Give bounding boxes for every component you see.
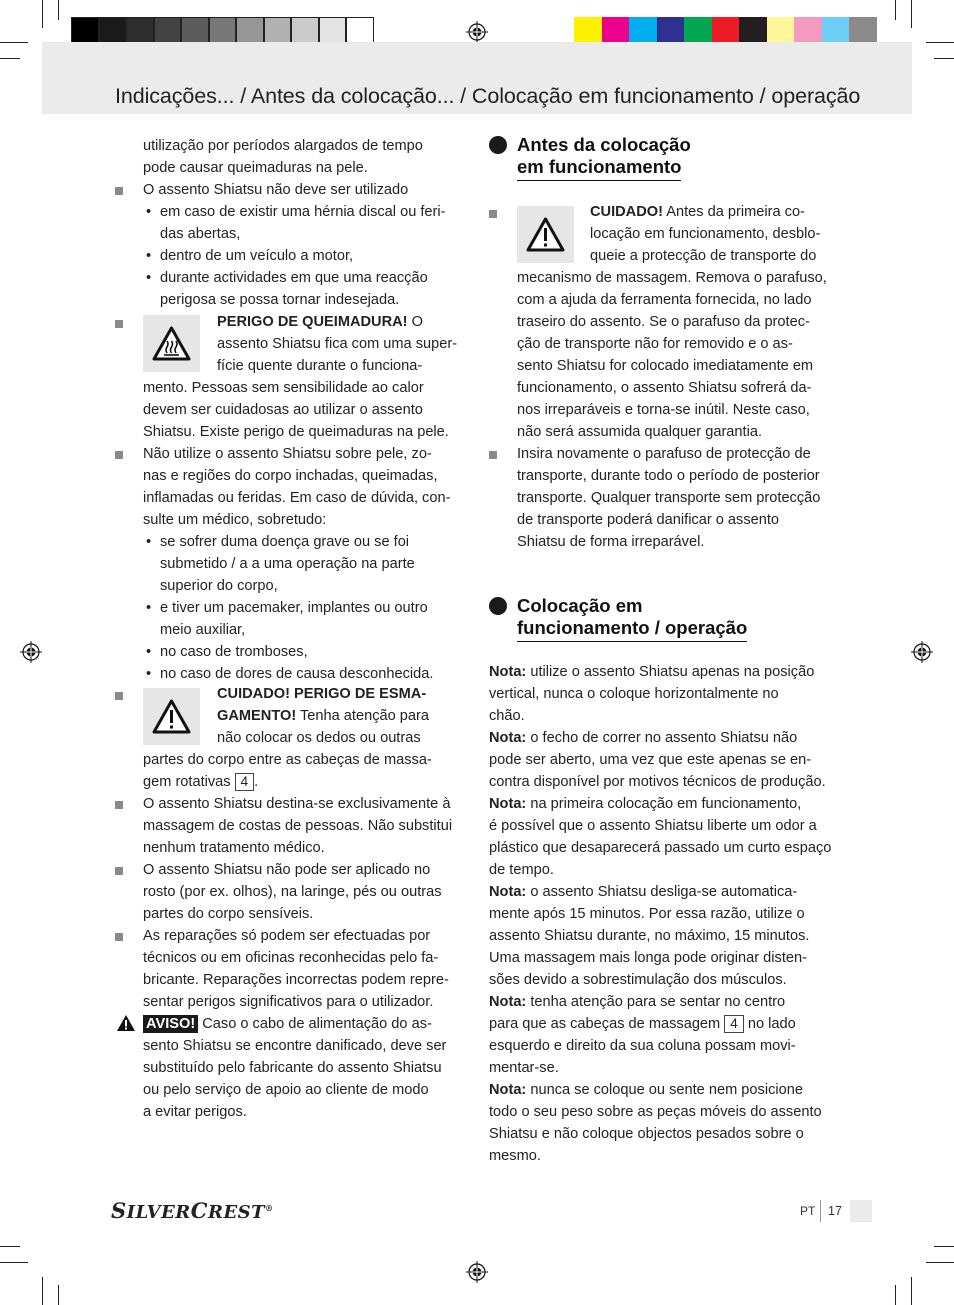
section-heading: Colocação em funcionamento / operação <box>517 595 747 642</box>
registration-mark-icon <box>466 1261 488 1283</box>
sub-list: • em caso de existir uma hérnia discal ou feri- das abertas, • dentro de um veículo a motor, • durante actividades em que uma reacção perigosa se possa tornar indesejada. <box>146 204 446 308</box>
aviso-warning-text: AVISO! Caso o cabo de alimentação do as- sento Shiatsu se encontre danificado, deve ser substituído pelo fabricante do assento Shiatsu ou pelo serviço de apoio ao cliente de modo a evitar perigos. <box>143 1016 447 1120</box>
burn-warning-text: PERIGO DE QUEIMADURA! O assento Shiatsu fica com uma super- fície quente durante o funciona- <box>217 314 458 374</box>
bullet-square <box>115 933 123 941</box>
bullet-square <box>489 451 497 459</box>
crush-warning-text: CUIDADO! PERIGO DE ESMA- GAMENTO! Tenha atenção para não colocar os dedos ou outras <box>217 686 429 746</box>
section-bullet <box>489 597 507 615</box>
intro-text: utilização por períodos alargados de tempo pode causar queimaduras na pele. <box>143 138 423 176</box>
crush-warning-text-cont: partes do corpo entre as cabeças de massa- gem rotativas 4 . <box>143 752 432 790</box>
bullet-square <box>115 451 123 459</box>
list-item: As reparações só podem ser efectuadas por técnicos ou em oficinas reconhecidas pelo fa- bricante. Reparações incorrectas podem repre- sentar perigos significativos para o utilizador. <box>143 928 449 1010</box>
bullet-square <box>115 187 123 195</box>
bullet-square <box>115 867 123 875</box>
list-item: O assento Shiatsu não deve ser utilizado <box>143 182 409 198</box>
list-item: Insira novamente o parafuso de protecção de transporte, durante todo o período de posterior transporte. Qualquer transporte sem protecção de transporte poderá danificar o assento Shiatsu de forma irreparável. <box>517 446 821 550</box>
bullet-square <box>115 692 123 700</box>
figure-reference: 4 <box>235 773 255 791</box>
list-item: O assento Shiatsu não pode ser aplicado no rosto (por ex. olhos), na laringe, pés ou outras partes do corpo sensíveis. <box>143 862 442 922</box>
bullet-square <box>115 320 123 328</box>
language-code: PT <box>800 1204 816 1218</box>
hot-surface-warning-icon <box>143 315 200 372</box>
registration-mark-icon <box>911 641 933 663</box>
aviso-label: AVISO! <box>143 1015 198 1033</box>
burn-warning-text-cont: mento. Pessoas sem sensibilidade ao calor devem ser cuidadosas ao utilizar o assento Shiatsu. Existe perigo de queimaduras na pele. <box>143 380 449 440</box>
warning-triangle-icon <box>143 688 200 745</box>
silvercrest-logo: SILVERCREST® <box>111 1198 274 1223</box>
caution-text-cont: mecanismo de massagem. Remova o parafuso, com a ajuda da ferramenta fornecida, no lado traseiro do assento. Se o parafuso da protec- ção de transporte não for removido e o as- sento Shiatsu for colocado imediatamente em funcionamento, o assento Shiatsu sofrerá da- nos irreparáveis e torna-se inútil. Neste caso, não será assumida qualquer garantia. <box>517 270 827 440</box>
notes-block: Nota: utilize o assento Shiatsu apenas na posição vertical, nunca o coloque horizontalmente no chão. Nota: o fecho de correr no assento Shiatsu não pode ser aberto, uma vez que este apenas se en- contra disponível por motivos técnicos de produção. Nota: na primeira colocação em funcionamento, é possível que o assento Shiatsu liberte um odor a plástico que desaparecerá passado um curto espaço de tempo. Nota: o assento Shiatsu desliga-se automatica- mente após 15 minutos. Por essa razão, utilize o assento Shiatsu durante, no máximo, 15 minutos. Uma massagem mais longa pode originar disten- sões devido a sobrestimulação dos músculos. Nota: tenha atenção para se sentar no centro para que as cabeças de massagem 4 no lado esquerdo e direito da sua coluna possam movi- mentar-se. Nota: nunca se coloque ou sente nem posicione todo o seu peso sobre as peças móveis do assento Shiatsu e não coloque objectos pesados sobre o mesmo. <box>489 664 832 1164</box>
list-item: Não utilize o assento Shiatsu sobre pele, zo- nas e regiões do corpo inchadas, queimadas, inflamadas ou feridas. Em caso de dúvida, con- sulte um médico, sobretudo: <box>143 446 451 528</box>
warning-triangle-icon <box>517 206 574 263</box>
bullet-square <box>115 801 123 809</box>
warning-triangle-icon <box>116 1014 136 1032</box>
footer-divider <box>820 1200 821 1222</box>
bullet-square <box>489 210 497 218</box>
section-heading: Antes da colocação em funcionamento <box>517 134 691 181</box>
caution-text: CUIDADO! Antes da primeira co- locação em funcionamento, desblo- queie a protecção de transporte do <box>590 204 821 264</box>
footer-tab <box>850 1200 872 1222</box>
page-number: 17 <box>828 1204 842 1218</box>
list-item: O assento Shiatsu destina-se exclusivamente à massagem de costas de pessoas. Não substitui nenhum tratamento médico. <box>143 796 453 856</box>
registration-mark-icon <box>466 21 488 43</box>
page-title: Indicações... / Antes da colocação... / Colocação em funcionamento / operação <box>115 84 861 108</box>
figure-reference: 4 <box>724 1015 744 1033</box>
sub-list: • se sofrer duma doença grave ou se foi submetido / a a uma operação na parte superior do corpo, • e tiver um pacemaker, implantes ou outro meio auxiliar, • no caso de tromboses, • no caso de dores de causa desconhecida. <box>146 534 434 682</box>
section-bullet <box>489 136 507 154</box>
registration-mark-icon <box>20 641 42 663</box>
